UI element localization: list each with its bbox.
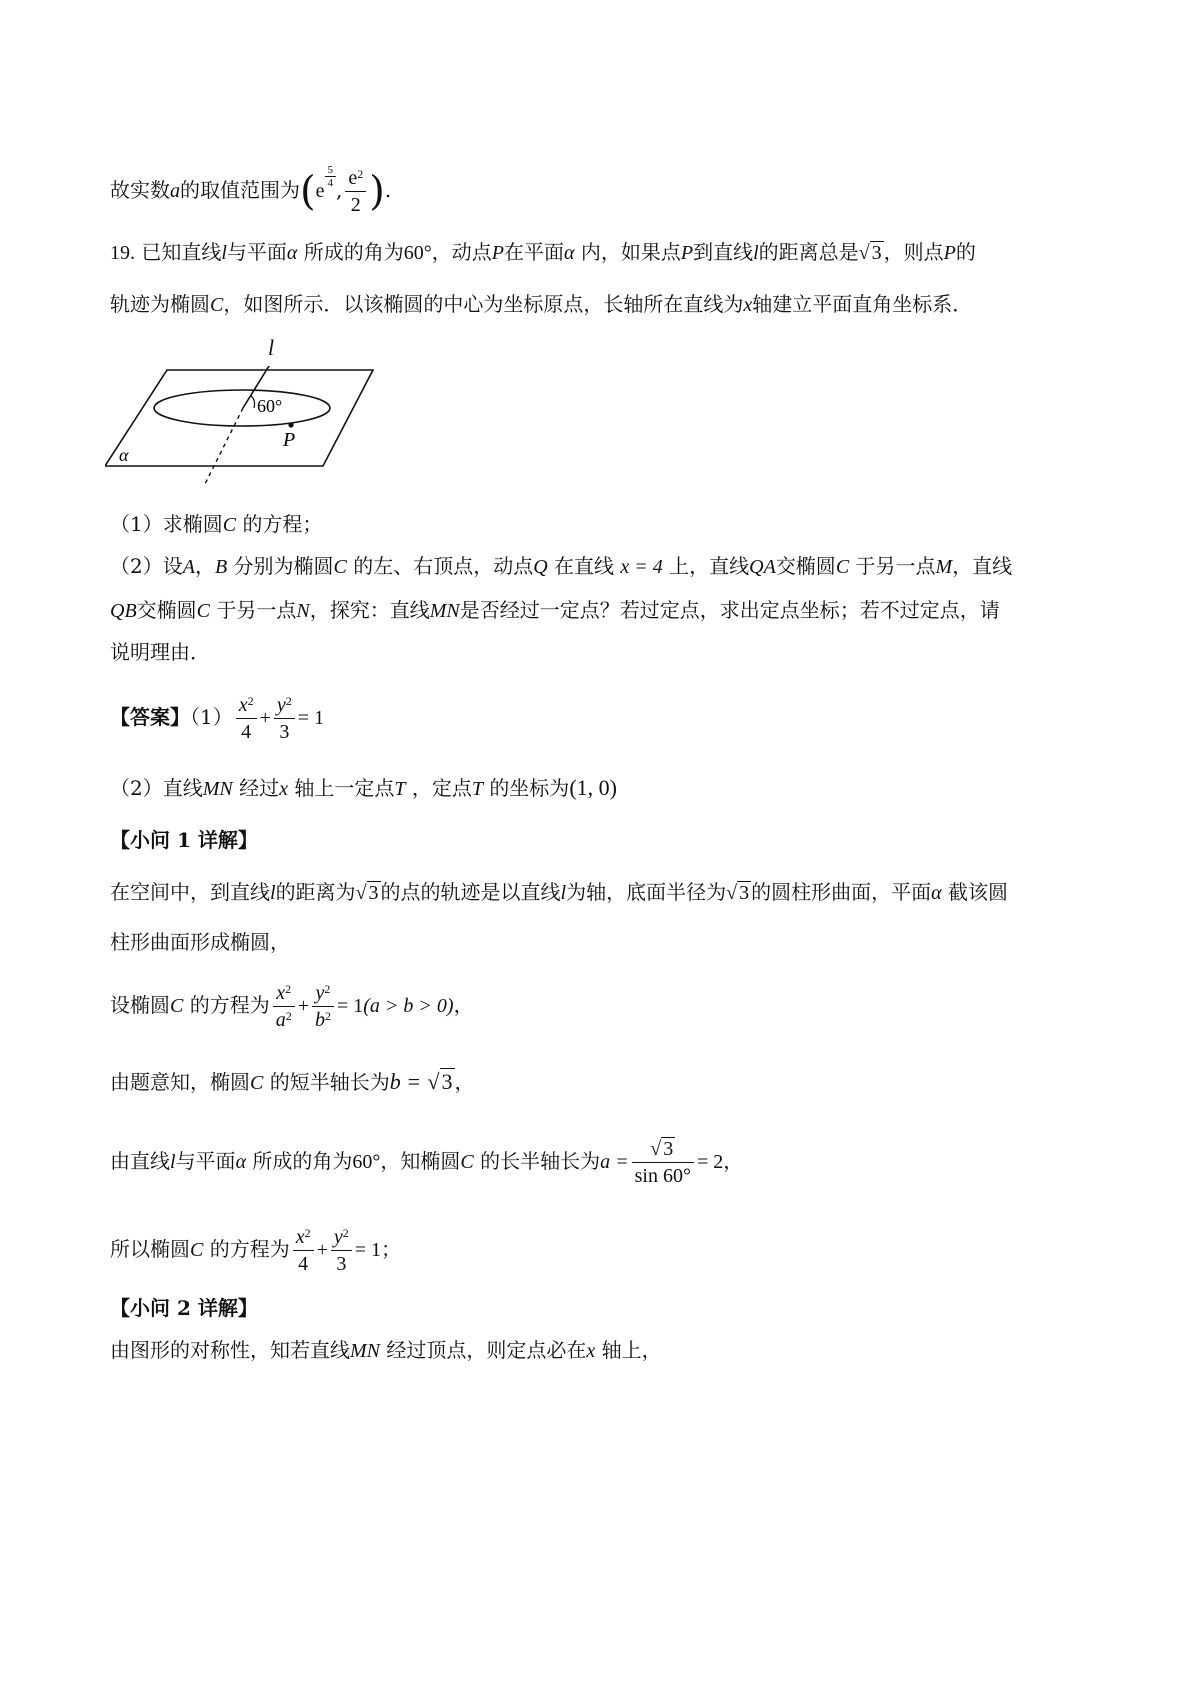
range-line: 故实数a的取值范围为(e $^{\frac{5}{4}}$ , $\frac{e^2}{2}$ ). bbox=[110, 163, 392, 216]
question-2-line-1: （2）设A，B 分别为椭圆C 的左、右顶点，动点Q 在直线 x = 4 上，直线QA交椭圆C 于另一点M，直线 bbox=[110, 554, 1013, 578]
answer-line-2: （2）直线MN 经过x 轴上一定点T ，定点T 的坐标为(1, 0) bbox=[110, 775, 617, 800]
answer-line-1: 【答案】（1） $\frac{x^2}{4}$ + $\frac{y^2}{3}$ = 1 bbox=[110, 694, 325, 743]
label-alpha: α bbox=[119, 445, 129, 465]
line-l-lower bbox=[205, 408, 243, 484]
sub1-line-6: 所以椭圆C 的方程为 $\frac{x^2}{4}$ + $\frac{y^2}{3}$ = 1； bbox=[110, 1226, 402, 1275]
question-2-line-3: 说明理由． bbox=[110, 640, 210, 664]
lower-bound: e $^{\frac{5}{4}}$ bbox=[316, 180, 336, 202]
question-1: （1）求椭圆C 的方程； bbox=[110, 512, 323, 536]
sub1-heading: 【小问 1 详解】 bbox=[110, 828, 258, 852]
sub1-line-5: 由直线l与平面α 所成的角为60°，知椭圆C 的长半轴长为a = $\frac{√ 3}{\sin 60^\circ}$ = 2， bbox=[110, 1138, 744, 1187]
problem-line-2: 轨迹为椭圆C，如图所示．以该椭圆的中心为坐标原点，长轴所在直线为x轴建立平面直角坐标系． bbox=[110, 292, 973, 316]
ellipse-plane-figure bbox=[105, 366, 425, 518]
sub2-heading: 【小问 2 详解】 bbox=[110, 1296, 258, 1320]
sub1-line-3: 设椭圆C 的方程为 $\frac{x^2}{a^2}$ + $\frac{y^2}{b^2}$ = 1(a > b > 0)， bbox=[110, 982, 474, 1031]
plane-alpha bbox=[105, 370, 373, 466]
right-paren: ) bbox=[369, 168, 385, 215]
label-p: P bbox=[283, 429, 296, 451]
sub1-line-2: 柱形曲面形成椭圆， bbox=[110, 930, 290, 954]
upper-bound: $\frac{e^2}{2}$ bbox=[345, 165, 366, 218]
angle-arc bbox=[251, 396, 255, 408]
question-2-line-2: QB交椭圆C 于另一点N，探究：直线MN是否经过一定点？若过定点，求出定点坐标；若不过定点，请 bbox=[110, 598, 1000, 622]
sub1-line-4: 由题意知，椭圆C 的短半轴长为b = √3 ， bbox=[110, 1069, 475, 1094]
problem-line-1: 19. 已知直线l与平面α 所成的角为60°，动点P在平面α 内，如果点P到直线l的距离总是√ 3 ，则点P的 bbox=[110, 238, 976, 267]
label-angle: 60° bbox=[257, 396, 283, 416]
sqrt-3: √ 3 bbox=[858, 242, 882, 264]
label-l: l bbox=[268, 335, 275, 360]
point-p bbox=[288, 422, 293, 427]
sub2-line-1: 由图形的对称性，知若直线MN 经过顶点，则定点必在x 轴上， bbox=[110, 1338, 662, 1362]
ellipse-c bbox=[154, 390, 330, 426]
left-paren: ( bbox=[300, 168, 316, 215]
sub1-line-1: 在空间中，到直线l的距离为√ 3 的点的轨迹是以直线l为轴，底面半径为√ 3 的圆柱形曲面，平面α 截该圆 bbox=[110, 880, 1008, 904]
